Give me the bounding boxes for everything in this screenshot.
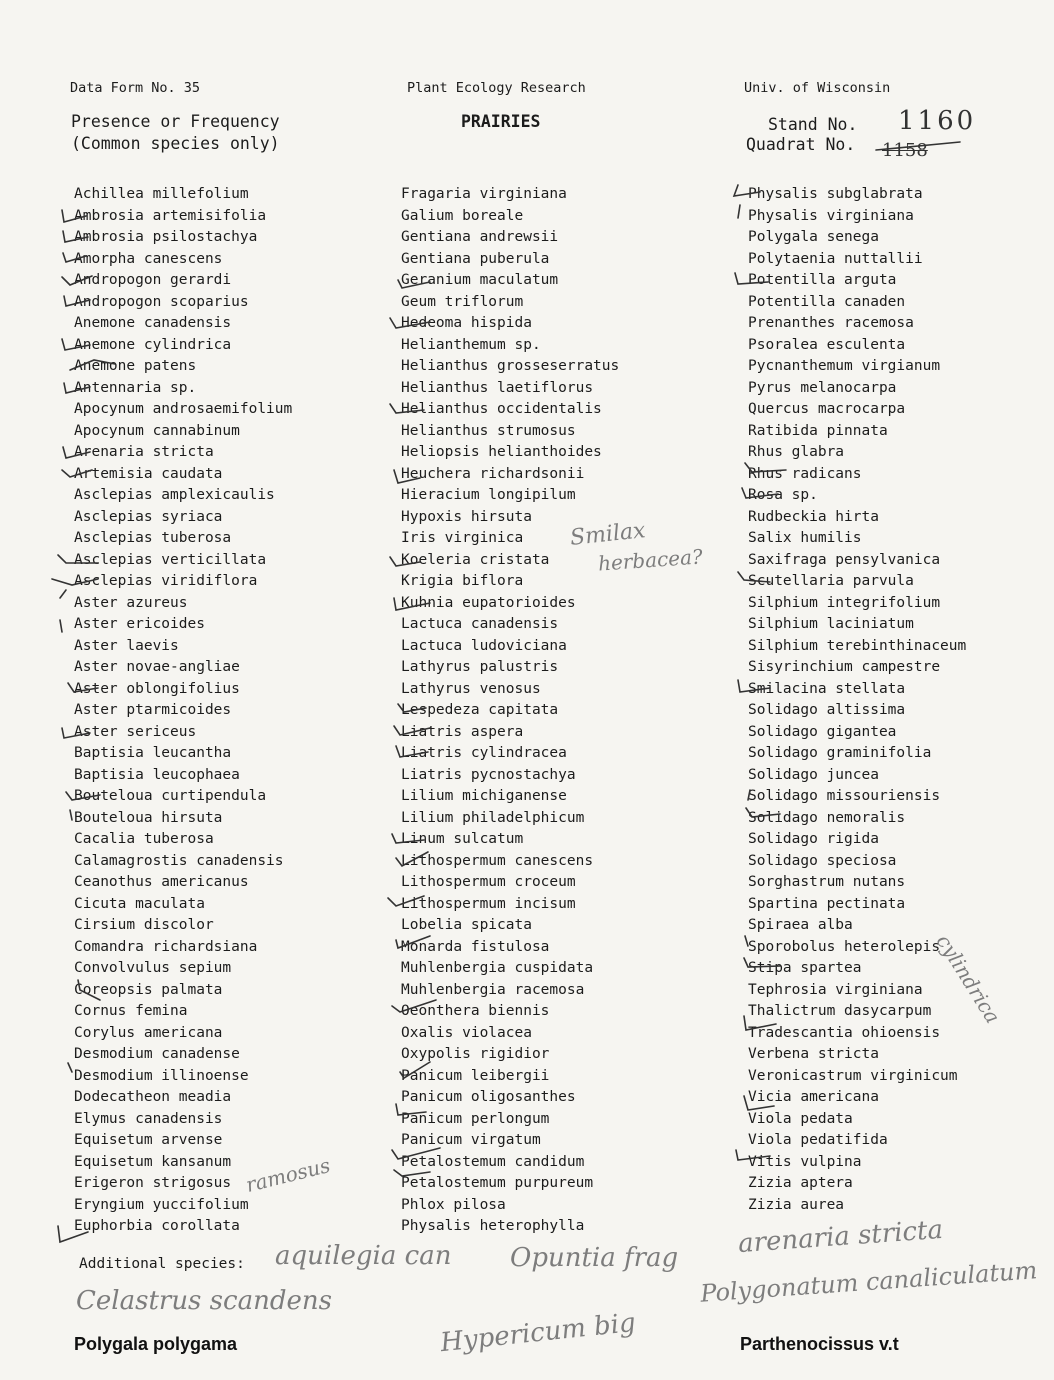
header-program: Plant Ecology Research (407, 80, 586, 96)
species-item: Euphorbia corollata (74, 1218, 240, 1234)
species-item: Helianthus strumosus (401, 422, 576, 439)
species-item: Asclepias amplexicaulis (74, 487, 275, 503)
species-item: Heuchera richardsonii (401, 465, 585, 482)
species-item: Psoralea esculenta (748, 336, 906, 353)
species-item: Oxalis violacea (401, 1024, 532, 1041)
species-item: Asclepias viridiflora (74, 573, 258, 589)
species-item: Hieracium longipilum (401, 487, 576, 503)
species-item: Zizia aptera (748, 1175, 853, 1191)
species-item: Geum triflorum (401, 293, 524, 310)
species-item: Solidago gigantea (748, 723, 897, 740)
species-item: Eryngium yuccifolium (74, 1196, 249, 1213)
species-item: Ceanothus americanus (74, 874, 249, 890)
species-item: Bouteloua curtipendula (74, 788, 267, 804)
species-item: Physalis heterophylla (401, 1218, 585, 1234)
species-item: Anemone patens (74, 358, 197, 374)
species-item: Viola pedata (748, 1110, 853, 1127)
species-item: Aster oblongifolius (74, 680, 240, 697)
species-item: Polytaenia nuttallii (748, 250, 923, 267)
species-item: Helianthemum sp. (401, 336, 541, 353)
note-cylindrica: cylindrica (931, 930, 1006, 1028)
species-item: Solidago altissima (748, 702, 906, 718)
note-ramosus: ramosus (243, 1152, 333, 1198)
note-aquilegia: aquilegia can (275, 1241, 452, 1271)
species-item: Cicuta maculata (74, 895, 205, 912)
species-item: Andropogon gerardi (74, 272, 232, 288)
species-item: Aster azureus (74, 594, 188, 611)
species-item: Helianthus occidentalis (401, 401, 602, 417)
species-item: Muhlenbergia cuspidata (401, 960, 594, 976)
species-item: Asclepias verticillata (74, 551, 267, 568)
species-item: Iris virginica (401, 530, 524, 546)
species-item: Sisyrinchium campestre (748, 659, 941, 675)
species-item: Helianthus grosseserratus (401, 358, 620, 374)
species-item: Verbena stricta (748, 1046, 879, 1062)
species-item: Viola pedatifida (748, 1132, 888, 1148)
species-item: Vitis vulpina (748, 1153, 862, 1170)
species-item: Desmodium illinoense (74, 1067, 249, 1084)
species-item: Potentilla arguta (748, 272, 897, 288)
species-item: Arenaria stricta (74, 444, 214, 460)
species-item: Vicia americana (748, 1089, 879, 1105)
species-item: Stipa spartea (748, 960, 862, 976)
note-smilax: Smilax (568, 518, 647, 551)
species-item: Panicum virgatum (401, 1132, 541, 1148)
species-item: Petalostemum purpureum (401, 1175, 594, 1191)
species-item: Bouteloua hirsuta (74, 809, 223, 826)
species-item: Panicum oligosanthes (401, 1089, 576, 1105)
species-item: Lobelia spicata (401, 917, 532, 933)
species-item: Ratibida pinnata (748, 422, 888, 439)
species-item: Gentiana andrewsii (401, 229, 559, 245)
note-opuntia: Opuntia frag (510, 1243, 679, 1273)
species-item: Lactuca ludoviciana (401, 637, 567, 654)
species-item: Comandra richardsiana (74, 938, 258, 955)
species-item: Equisetum arvense (74, 1132, 223, 1148)
species-item: Anemone cylindrica (74, 336, 232, 353)
species-item: Oxypolis rigidior (401, 1046, 550, 1062)
species-item: Linum sulcatum (401, 831, 524, 847)
species-item: Tradescantia ohioensis (748, 1024, 941, 1041)
species-item: Liatris pycnostachya (401, 766, 576, 783)
species-item: Lilium philadelphicum (401, 809, 585, 826)
species-item: Dodecatheon meadia (74, 1089, 232, 1105)
species-item: Ambrosia psilostachya (74, 229, 258, 245)
species-item: Desmodium canadense (74, 1046, 240, 1062)
species-item: Petalostemum candidum (401, 1153, 585, 1170)
species-item: Solidago speciosa (748, 852, 897, 869)
species-item: Silphium integrifolium (748, 594, 941, 611)
species-item: Koeleria cristata (401, 551, 550, 568)
species-item: Aster sericeus (74, 723, 197, 740)
species-item: Aster novae-angliae (74, 659, 240, 675)
species-item: Oeonthera biennis (401, 1003, 550, 1019)
species-item: Physalis subglabrata (748, 186, 923, 202)
species-item: Scutellaria parvula (748, 573, 914, 589)
species-item: Lathyrus venosus (401, 680, 541, 697)
species-item: Sorghastrum nutans (748, 874, 906, 890)
header-form-no: Data Form No. 35 (70, 80, 201, 96)
species-item: Elymus canadensis (74, 1110, 223, 1127)
species-item: Liatris aspera (401, 723, 524, 740)
species-item: Tephrosia virginiana (748, 981, 923, 998)
species-item: Artemisia caudata (74, 465, 223, 482)
species-item: Cirsium discolor (74, 917, 214, 933)
species-item: Lespedeza capitata (401, 702, 559, 718)
species-item: Asclepias tuberosa (74, 530, 232, 546)
species-item: Corylus americana (74, 1024, 223, 1041)
species-item: Pyrus melanocarpa (748, 379, 897, 396)
species-item: Monarda fistulosa (401, 938, 550, 955)
species-item: Panicum leibergii (401, 1067, 550, 1084)
quadrat-label: Quadrat No. (746, 135, 856, 154)
species-item: Fragaria virginiana (401, 186, 567, 202)
species-item: Helianthus laetiflorus (401, 379, 594, 396)
species-item: Rhus radicans (748, 465, 862, 482)
additional-species-label: Additional species: (79, 1256, 245, 1272)
species-item: Polygala senega (748, 229, 879, 245)
species-item: Lithospermum croceum (401, 874, 576, 890)
species-item: Physalis virginiana (748, 207, 914, 224)
species-item: Kuhnia eupatorioides (401, 594, 576, 611)
species-item: Hypoxis hirsuta (401, 508, 532, 525)
species-item: Muhlenbergia racemosa (401, 981, 585, 998)
note-arenaria: arenaria stricta (737, 1214, 944, 1260)
species-item: Aster ptarmicoides (74, 702, 232, 718)
species-item: Ambrosia artemisifolia (74, 207, 267, 224)
species-item: Panicum perlongum (401, 1110, 550, 1127)
species-item: Phlox pilosa (401, 1196, 506, 1213)
species-item: Apocynum cannabinum (74, 422, 240, 439)
species-item: Hedeoma hispida (401, 315, 532, 331)
species-item: Potentilla canaden (748, 293, 906, 310)
species-item: Amorpha canescens (74, 250, 223, 267)
stand-value: 1160 (898, 106, 977, 136)
species-item: Rhus glabra (748, 444, 845, 460)
note-polygonatum: Polygonatum canaliculatum (699, 1256, 1039, 1308)
species-item: Solidago graminifolia (748, 745, 932, 761)
species-item: Lactuca canadensis (401, 616, 559, 632)
species-item: Gentiana puberula (401, 250, 550, 267)
species-item: Equisetum kansanum (74, 1153, 232, 1170)
note-hypericum: Hypericum big (438, 1307, 637, 1359)
quadrat-value: 1158 (882, 140, 928, 161)
header-institution: Univ. of Wisconsin (744, 80, 891, 96)
species-item: Convolvulus sepium (74, 960, 232, 976)
species-item: Heliopsis helianthoides (401, 444, 602, 460)
species-item: Salix humilis (748, 530, 862, 546)
species-item: Liatris cylindracea (401, 745, 567, 761)
presence-title-line1: Presence or Frequency (71, 112, 280, 131)
category-title: PRAIRIES (461, 112, 541, 131)
note-parthenocissus: Parthenocissus v.t (740, 1334, 899, 1354)
species-item: Solidago juncea (748, 766, 879, 783)
stand-label: Stand No. (768, 115, 858, 134)
species-item: Silphium terebinthinaceum (748, 637, 967, 654)
species-item: Geranium maculatum (401, 272, 559, 288)
species-item: Sporobolus heterolepis (748, 938, 941, 955)
species-item: Rosa sp. (748, 487, 818, 503)
species-item: Achillea millefolium (74, 186, 249, 202)
species-item: Galium boreale (401, 207, 524, 224)
presence-title-line2: (Common species only) (71, 134, 280, 153)
species-item: Zizia aurea (748, 1196, 845, 1213)
species-item: Andropogon scoparius (74, 293, 249, 310)
species-item: Prenanthes racemosa (748, 315, 914, 331)
species-item: Krigia biflora (401, 573, 524, 589)
note-celastrus: Celastrus scandens (76, 1286, 332, 1316)
species-item: Cacalia tuberosa (74, 831, 214, 847)
species-item: Pycnanthemum virgianum (748, 358, 941, 374)
species-item: Solidago nemoralis (748, 809, 906, 826)
species-item: Spiraea alba (748, 917, 853, 933)
species-item: Baptisia leucophaea (74, 766, 240, 783)
species-item: Erigeron strigosus (74, 1175, 232, 1191)
note-herbacea: herbacea? (597, 544, 704, 576)
species-item: Quercus macrocarpa (748, 401, 906, 417)
species-item: Rudbeckia hirta (748, 508, 879, 525)
species-item: Smilacina stellata (748, 680, 906, 697)
species-item: Solidago missouriensis (748, 788, 941, 804)
species-item: Antennaria sp. (74, 379, 197, 396)
species-item: Aster laevis (74, 637, 179, 654)
species-item: Lathyrus palustris (401, 659, 559, 675)
species-item: Lithospermum canescens (401, 852, 594, 869)
note-polygala: Polygala polygama (74, 1334, 238, 1354)
species-item: Silphium laciniatum (748, 616, 914, 632)
species-item: Veronicastrum virginicum (748, 1067, 958, 1084)
species-item: Apocynum androsaemifolium (74, 401, 293, 417)
species-item: Lithospermum incisum (401, 895, 576, 912)
species-item: Saxifraga pensylvanica (748, 551, 941, 568)
species-item: Coreopsis palmata (74, 981, 223, 998)
species-item: Asclepias syriaca (74, 508, 223, 525)
species-item: Aster ericoides (74, 616, 205, 632)
species-item: Solidago rigida (748, 831, 879, 847)
species-item: Thalictrum dasycarpum (748, 1003, 932, 1019)
species-item: Anemone canadensis (74, 315, 232, 331)
species-item: Cornus femina (74, 1003, 188, 1019)
species-item: Lilium michiganense (401, 788, 567, 804)
species-item: Baptisia leucantha (74, 745, 232, 761)
species-item: Calamagrostis canadensis (74, 852, 284, 869)
species-item: Spartina pectinata (748, 895, 906, 912)
